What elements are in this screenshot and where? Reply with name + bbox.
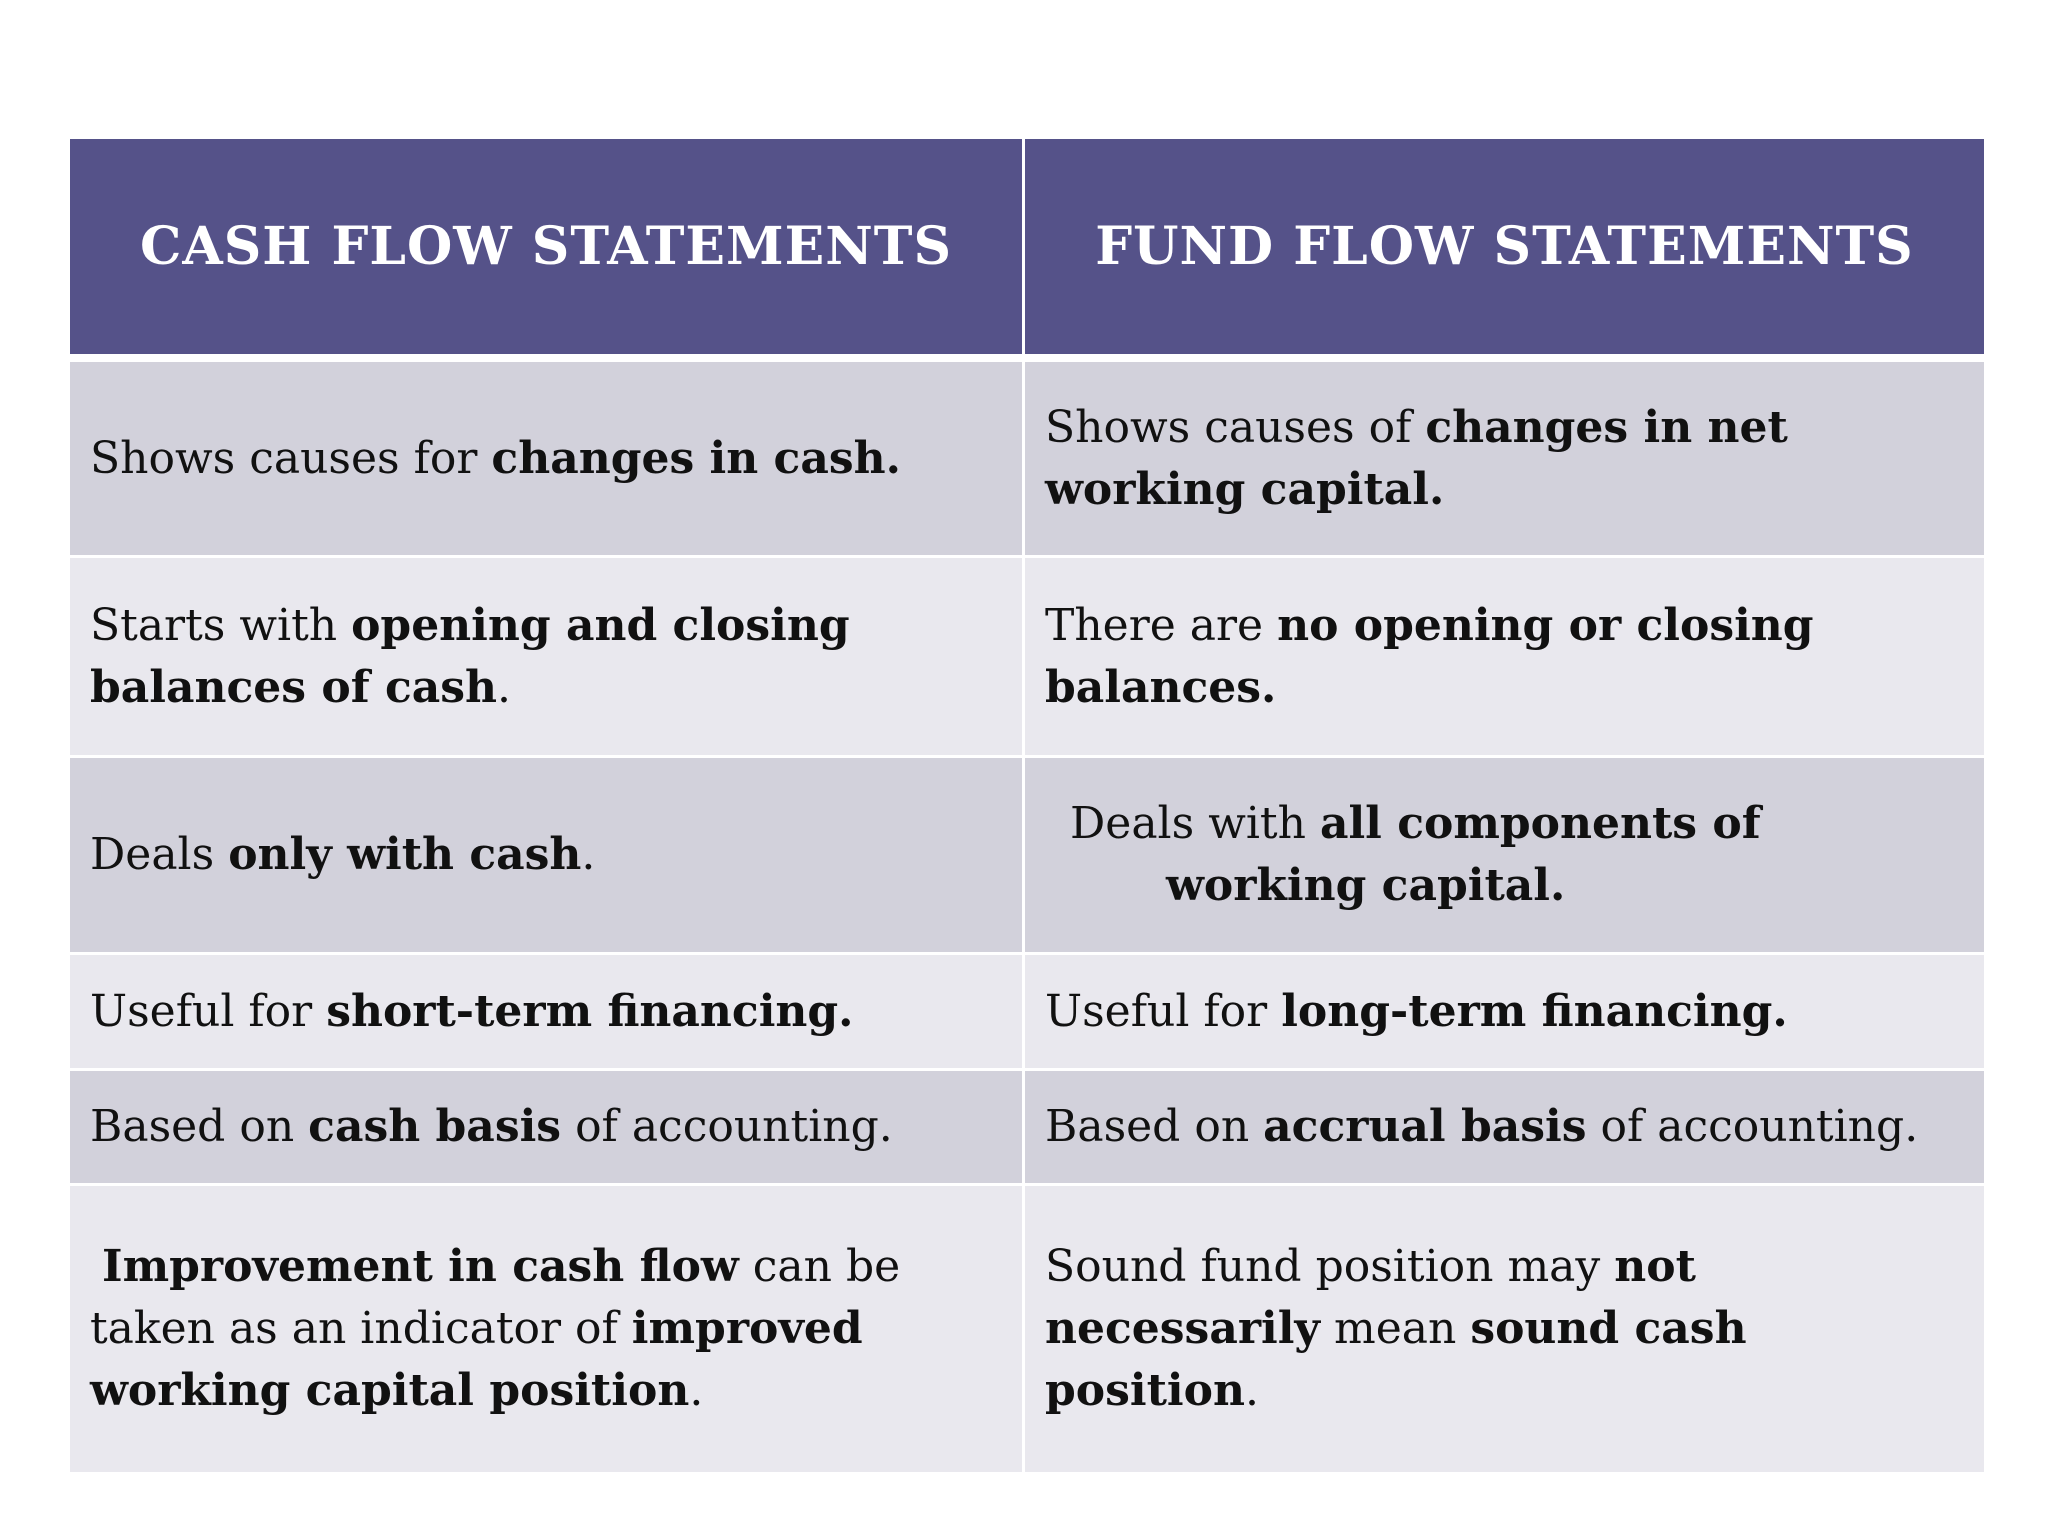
fund-cell-text [1045, 1236, 1964, 1422]
plain-text: There are [1045, 599, 1278, 651]
cash-cell-text [90, 981, 854, 1043]
bold-text: short-term financing. [326, 985, 854, 1037]
plain-text: . [581, 829, 596, 880]
fund-cell-sound [1025, 1186, 1984, 1475]
plain-text: Starts with [90, 599, 352, 651]
cash-cell-text [90, 1096, 893, 1158]
fund-cell-changes [1025, 362, 1984, 558]
bold-text: all components of [1319, 798, 1761, 849]
cash-cell-useful [70, 955, 1025, 1071]
fund-cell-deals [1025, 758, 1984, 955]
cash-cell-changes [70, 362, 1025, 558]
cash-cell-improvement [70, 1186, 1025, 1475]
plain-text: Deals [90, 829, 229, 880]
fund-cell-text [1045, 595, 1964, 719]
bold-text: accrual basis [1263, 1101, 1587, 1152]
plain-text: of accounting. [1586, 1101, 1919, 1152]
cash-cell-deals [70, 758, 1025, 955]
comparison-table [70, 139, 1984, 1475]
cash-cell-text [90, 1236, 1002, 1422]
plain-text: . [497, 661, 512, 713]
header-fund-flow [1025, 139, 1984, 362]
plain-text: . [1244, 1365, 1259, 1416]
plain-text: Useful for [1045, 985, 1282, 1037]
plain-text: Based on [90, 1101, 309, 1152]
header-cash-flow-label: CASH FLOW STATEMENTS [139, 215, 952, 277]
fund-cell-balances [1025, 558, 1984, 758]
bold-text: cash basis [308, 1101, 562, 1152]
bold-text: working capital. [1166, 860, 1566, 911]
fund-cell-text [1045, 981, 1788, 1043]
fund-cell-text [1045, 397, 1964, 521]
bold-text: changes in net working capital. [1045, 401, 1788, 515]
plain-text: can be taken as an indicator of [90, 1241, 901, 1354]
header-fund-flow-label: FUND FLOW STATEMENTS [1095, 215, 1914, 277]
plain-text: Useful for [90, 985, 327, 1037]
plain-text: . [689, 1365, 704, 1416]
bold-text: not necessarily [1045, 1241, 1696, 1354]
bold-text: Improvement in cash flow [102, 1241, 739, 1292]
plain-text: Shows causes for [90, 432, 492, 484]
header-cash-flow [70, 139, 1025, 362]
cash-cell-text [90, 595, 1002, 719]
fund-cell-basis [1025, 1071, 1984, 1186]
cash-cell-balances [70, 558, 1025, 758]
plain-text: Deals with [1070, 798, 1320, 849]
cash-cell-text [90, 428, 901, 490]
fund-cell-text [1045, 1096, 1918, 1158]
plain-text: of accounting. [561, 1101, 893, 1152]
plain-text: mean [1320, 1303, 1471, 1354]
fund-cell-text [1045, 793, 1761, 917]
bold-text: improved working capital position [90, 1303, 863, 1416]
bold-text: no opening or closing balances. [1045, 599, 1814, 713]
cash-cell-text [90, 824, 595, 886]
bold-text: sound cash position [1045, 1303, 1747, 1416]
fund-cell-useful [1025, 955, 1984, 1071]
plain-text: Based on [1045, 1101, 1264, 1152]
bold-text: opening and closing balances of cash [90, 599, 850, 713]
plain-text: Shows causes of [1045, 401, 1426, 453]
bold-text: changes in cash. [491, 432, 901, 484]
bold-text: only with cash [228, 829, 582, 880]
bold-text: long-term financing. [1281, 985, 1788, 1037]
plain-text: Sound fund position may [1045, 1241, 1615, 1292]
cash-cell-basis [70, 1071, 1025, 1186]
